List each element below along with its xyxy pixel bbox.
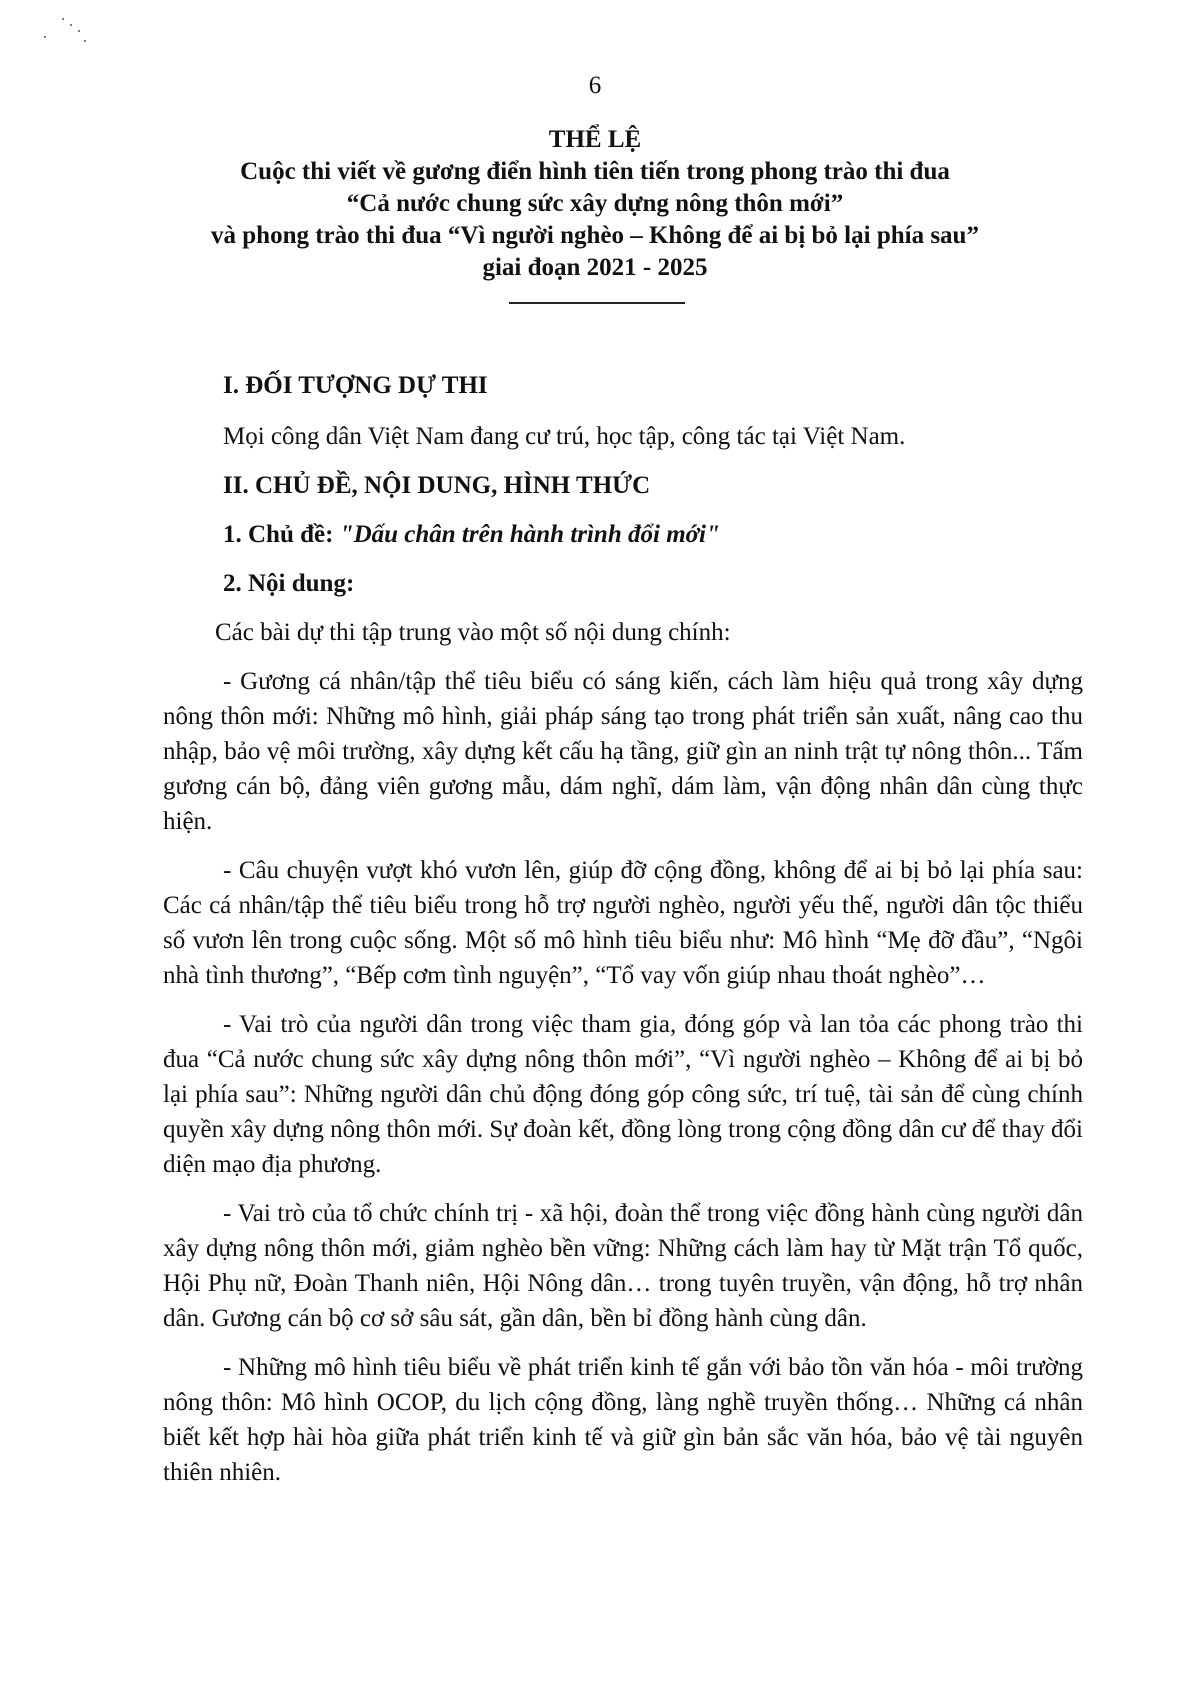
title-line-5: giai đoạn 2021 - 2025 [482,254,708,281]
scan-speck [62,18,64,20]
scan-speck [78,30,80,32]
document-body [163,368,1083,1504]
content-intro: Các bài dự thi tập trung vào một số nội dung chính: [215,619,731,646]
content-item: - Vai trò của người dân trong việc tham gia, đóng góp và lan tỏa các phong trào thi đua “Cả nước chung sức xây dựng nông thôn mới”, “Vì người nghèo – Không để ai bị bỏ lại phía sau”: Những người dân chủ động đóng góp công sức, trí tuệ, tài sản để cùng chính quyền xây dựng nông thôn mới. Sự đoàn kết, đồng lòng trong cộng đồng dân cư để thay đổi diện mạo địa phương. [163,1011,1083,1178]
topic-value: "Dấu chân trên hành trình đổi mới" [339,521,720,548]
content-item: - Gương cá nhân/tập thể tiêu biểu có sáng kiến, cách làm hiệu quả trong xây dựng nông thôn mới: Những mô hình, giải pháp sáng tạo trong phát triển sản xuất, nâng cao thu nhập, bảo vệ môi trường, xây dựng kết cấu hạ tầng, giữ gìn an ninh trật tự nông thôn... Tấm gương cán bộ, đảng viên gương mẫu, dám nghĩ, dám làm, vận động nhân dân cùng thực hiện. [163,668,1083,835]
topic-line [163,517,1083,552]
content-item: - Câu chuyện vượt khó vươn lên, giúp đỡ cộng đồng, không để ai bị bỏ lại phía sau: Các cá nhân/tập thể tiêu biểu trong hỗ trợ người nghèo, người yếu thế, người dân tộc thiểu số vươn lên trong cuộc sống. Một số mô hình tiêu biểu như: Mô hình “Mẹ đỡ đầu”, “Ngôi nhà tình thương”, “Bếp cơm tình nguyện”, “Tổ vay vốn giúp nhau thoát nghèo”… [163,857,1083,989]
title-line-2: Cuộc thi viết về gương điển hình tiên tiến trong phong trào thi đua [240,158,950,185]
title-underline [509,302,685,304]
scan-speck [44,36,46,38]
content-item: - Vai trò của tổ chức chính trị - xã hội, đoàn thể trong việc đồng hành cùng người dân xây dựng nông thôn mới, giảm nghèo bền vững: Những cách làm hay từ Mặt trận Tổ quốc, Hội Phụ nữ, Đoàn Thanh niên, Hội Nông dân… trong tuyên truyền, vận động, hỗ trợ nhân dân. Gương cán bộ cơ sở sâu sát, gần dân, bền bỉ đồng hành cùng dân. [163,1200,1083,1332]
title-line-3: “Cả nước chung sức xây dựng nông thôn mới” [346,190,844,217]
section-1-heading: I. ĐỐI TƯỢNG DỰ THI [223,372,488,399]
document-title [80,124,1110,284]
scan-speck [84,40,86,42]
topic-label: 1. Chủ đề: [223,521,340,548]
content-item: - Những mô hình tiêu biểu về phát triển kinh tế gắn với bảo tồn văn hóa - môi trường nông thôn: Mô hình OCOP, du lịch cộng đồng, làng nghề truyền thống… Những cá nhân biết kết hợp hài hòa giữa phát triển kinh tế và giữ gìn bản sắc văn hóa, bảo vệ tài nguyên thiên nhiên. [163,1354,1083,1486]
page-number: 6 [588,72,602,99]
title-line-4: và phong trào thi đua “Vì người nghèo – Không để ai bị bỏ lại phía sau” [211,222,979,249]
title-line-1: THỂ LỆ [548,126,642,153]
content-heading: 2. Nội dung: [223,570,355,597]
section-1-text: Mọi công dân Việt Nam đang cư trú, học tập, công tác tại Việt Nam. [223,423,906,450]
scan-speck [70,24,72,26]
section-2-heading: II. CHỦ ĐỀ, NỘI DUNG, HÌNH THỨC [223,472,651,499]
